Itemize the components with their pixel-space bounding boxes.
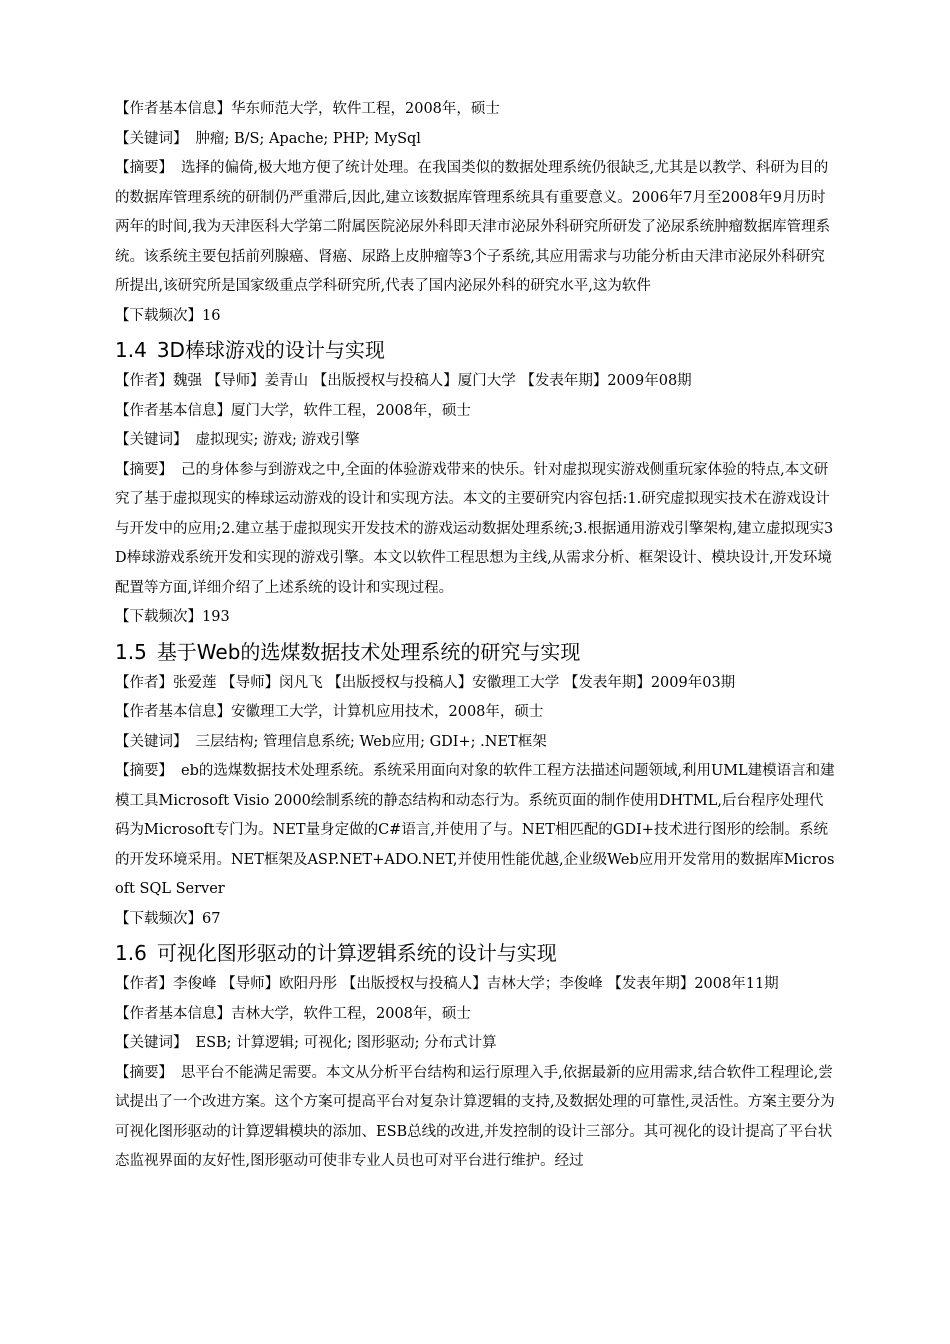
- abstract-text: 思平台不能满足需要。本文从分析平台结构和运行原理入手,依据最新的应用需求,结合软件工程理论,尝试提出了一个改进方案。这个方案可提高平台对复杂计算逻辑的支持,及数据处理的可靠性,灵活性。方案主要分为可视化图形驱动的计算逻辑模块的添加、ESB总线的改进,并发控制的设计三部分。其可视化的设计提高了平台状态监视界面的友好性,图形驱动可使非专业人员也可对平台进行维护。经过: [115, 1064, 835, 1169]
- keywords-line: [115, 1029, 837, 1059]
- keywords-line: [115, 426, 837, 456]
- abstract-text: eb的选煤数据技术处理系统。系统采用面向对象的软件工程方法描述问题领域,利用UML建模语言和建模工具Microsoft Visio 2000绘制系统的静态结构和动态行为。系统页面的制作使用DHTML,后台程序处理代码为Microsoft专门为。NET量身定做的C#语言,并使用了与。NET相匹配的GDI+技术进行图形的绘制。系统的开发环境采用。NET框架及ASP.NET+ADO.NET,并使用性能优越,企业级Web应用开发常用的数据库Microsoft SQL Server: [115, 763, 835, 897]
- section-number: 1.4: [115, 338, 147, 362]
- section-title: 3D棒球游戏的设计与实现: [156, 338, 385, 362]
- author-info-line: [115, 1000, 837, 1030]
- abstract-line: [115, 456, 837, 604]
- keywords-label: 【关键词】: [115, 432, 188, 448]
- author-info-value: 华东师范大学，软件工程，2008年，硕士: [231, 101, 500, 117]
- author-info-label: 【作者基本信息】: [115, 402, 231, 419]
- section-heading: [115, 635, 837, 669]
- keywords-value: 三层结构; 管理信息系统; Web应用; GDI+; .NET框架: [195, 733, 547, 750]
- author-info-value: 吉林大学，软件工程，2008年，硕士: [231, 1005, 471, 1022]
- document-page: [115, 95, 837, 1177]
- keywords-line: [115, 728, 837, 758]
- downloads-line: [115, 603, 837, 633]
- section-1-4: [115, 333, 837, 633]
- abstract-line: [115, 1059, 837, 1177]
- author-info-value: 厦门大学，软件工程，2008年，硕士: [231, 402, 471, 419]
- meta-line: 【作者】张爱莲 【导师】闵凡飞 【出版授权与投稿人】安徽理工大学 【发表年期】2009年03期: [115, 674, 736, 691]
- keywords-value: 虚拟现实; 游戏; 游戏引擎: [195, 432, 360, 448]
- meta-line: 【作者】李俊峰 【导师】欧阳丹彤 【出版授权与投稿人】吉林大学；李俊峰 【发表年期】2008年11期: [115, 976, 779, 992]
- section-heading: [115, 333, 837, 367]
- downloads-value: 67: [202, 910, 221, 927]
- downloads-line: [115, 302, 837, 332]
- keywords-value: 肿瘤; B/S; Apache; PHP; MySql: [195, 130, 421, 147]
- author-info-value: 安徽理工大学，计算机应用技术，2008年，硕士: [231, 704, 544, 720]
- abstract-label: 【摘要】: [115, 1064, 173, 1081]
- section-number: 1.6: [115, 941, 147, 965]
- abstract-label: 【摘要】: [115, 160, 173, 176]
- author-info-line: [115, 397, 837, 427]
- section-title: 可视化图形驱动的计算逻辑系统的设计与实现: [156, 941, 557, 965]
- downloads-value: 193: [202, 609, 230, 625]
- abstract-text: 己的身体参与到游戏之中,全面的体验游戏带来的快乐。针对虚拟现实游戏侧重玩家体验的特点,本文研究了基于虚拟现实的棒球运动游戏的设计和实现方法。本文的主要研究内容包括:1.研究虚拟现实技术在游戏设计与开发中的应用;2.建立基于虚拟现实开发技术的游戏运动数据处理系统;3.根据通用游戏引擎架构,建立虚拟现实3D棒球游戏系统开发和实现的游戏引擎。本文以软件工程思想为主线,从需求分析、框架设计、模块设计,开发环境配置等方面,详细介绍了上述系统的设计和实现过程。: [115, 461, 834, 596]
- keywords-label: 【关键词】: [115, 130, 188, 147]
- keywords-label: 【关键词】: [115, 1035, 188, 1051]
- downloads-value: 16: [202, 307, 221, 324]
- abstract-text: 选择的偏倚,极大地方便了统计处理。在我国类似的数据处理系统仍很缺乏,尤其是以教学、科研为目的的数据库管理系统的研制仍严重滞后,因此,建立该数据库管理系统具有重要意义。2006年7月至2008年9月历时两年的时间,我为天津医科大学第二附属医院泌尿外科即天津市泌尿外科研究所研发了泌尿系统肿瘤数据库管理系统。该系统主要包括前列腺癌、肾癌、尿路上皮肿瘤等3个子系统,其应用需求与功能分析由天津市泌尿外科研究所提出,该研究所是国家级重点学科研究所,代表了国内泌尿外科的研究水平,这为软件: [115, 160, 831, 294]
- entry-previous: [115, 95, 837, 331]
- section-1-6: [115, 936, 837, 1177]
- downloads-label: 【下载频次】: [115, 910, 202, 927]
- author-info-label: 【作者基本信息】: [115, 704, 231, 720]
- abstract-line: [115, 154, 837, 302]
- meta-line: 【作者】魏强 【导师】姜青山 【出版授权与投稿人】厦门大学 【发表年期】2009年08期: [115, 373, 692, 389]
- abstract-label: 【摘要】: [115, 763, 173, 779]
- author-info-label: 【作者基本信息】: [115, 1005, 231, 1022]
- author-info-label: 【作者基本信息】: [115, 101, 231, 117]
- downloads-label: 【下载频次】: [115, 307, 202, 324]
- abstract-line: [115, 757, 837, 905]
- keywords-label: 【关键词】: [115, 733, 188, 750]
- section-number: 1.5: [115, 639, 147, 664]
- section-1-5: [115, 635, 837, 935]
- author-info-line: [115, 95, 837, 125]
- keywords-value: ESB; 计算逻辑; 可视化; 图形驱动; 分布式计算: [195, 1035, 497, 1051]
- downloads-label: 【下载频次】: [115, 609, 202, 625]
- keywords-line: [115, 125, 837, 155]
- section-heading: [115, 936, 837, 970]
- section-title: 基于Web的选煤数据技术处理系统的研究与实现: [156, 639, 581, 664]
- author-info-line: [115, 698, 837, 728]
- abstract-label: 【摘要】: [115, 461, 173, 478]
- downloads-line: [115, 905, 837, 935]
